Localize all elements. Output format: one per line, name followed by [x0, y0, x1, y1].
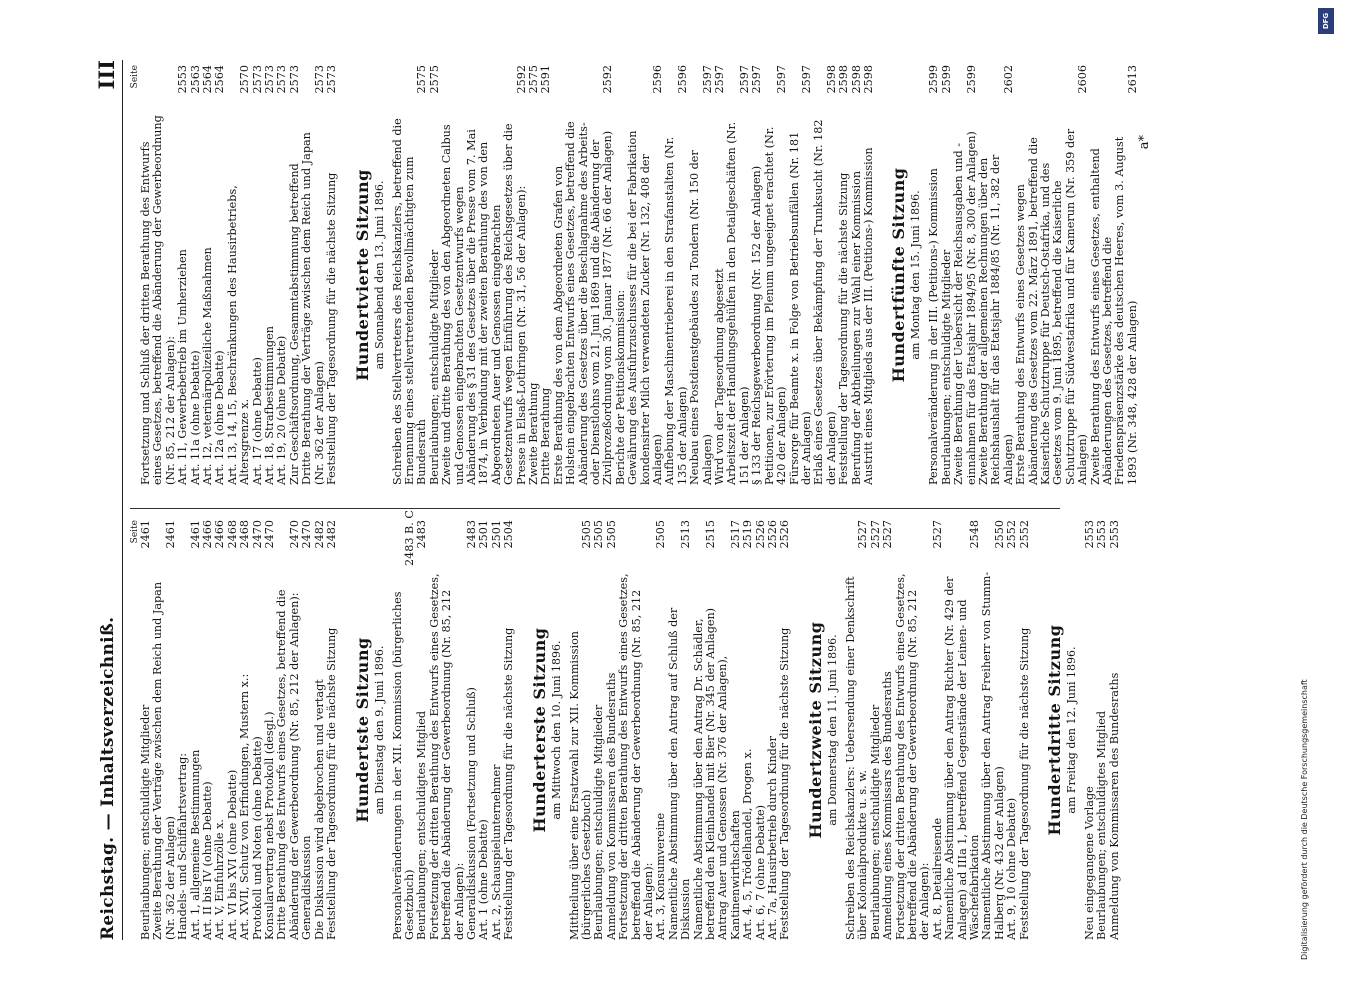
entry-page: 2517	[728, 520, 742, 549]
entry-page: 2596	[651, 65, 665, 94]
entry-page: 2553	[1082, 520, 1096, 549]
toc-entry	[416, 520, 428, 940]
entry-text: Art. 8, Detailreisende	[930, 817, 944, 940]
entry-page: 2564	[201, 65, 215, 94]
toc-entry	[1109, 520, 1121, 940]
toc-entry	[239, 520, 251, 940]
entry-page: 2575	[427, 65, 441, 94]
toc-entry	[177, 520, 189, 940]
entry-text: Fortsetzung der dritten Berathung des Entwurfs eines Gesetzes, betreffend die Abänderung der Gewerbeordnung (Nr. 85, 212 der Anlagen):	[617, 573, 655, 940]
session-date: am Freitag den 12. Juni 1896.	[1064, 646, 1078, 814]
session-title: Hundertste Sitzung	[352, 637, 372, 823]
entry-page: 2483	[464, 520, 478, 549]
entry-page: 2599	[964, 65, 978, 94]
entry-page: 2573	[275, 65, 289, 94]
entry-page: 2575	[415, 65, 429, 94]
entry-text: Personalveränderung in der III. (Petitions-) Kommission	[927, 168, 941, 485]
left-intro-entries	[140, 520, 339, 940]
entry-text: Zweite Berathung der allgemeinen Rechnungen über den Reichshaushalt für das Etatsjahr 1884/85 (Nr. 11, 382 der Anlagen)	[976, 154, 1015, 485]
session-heading	[353, 520, 387, 940]
entry-page: 2470	[300, 520, 314, 549]
entry-text: Dritte Berathung der Verträge zwischen dem Reich und Japan (Nr. 362 der Anlagen)	[300, 132, 326, 485]
entry-text: Anmeldung von Kommissaren des Bundesraths	[604, 672, 618, 940]
entry-text: Art. 11, Gewerbebetrieb im Umherziehen	[176, 249, 190, 485]
session-heading	[353, 65, 387, 485]
entry-text: Beurlaubungen; entschuldigtes Mitglied	[1095, 711, 1109, 940]
entry-text: Zur Geschäftsordnung, Gesammtabstimmung betreffend	[287, 163, 301, 485]
entry-text: Berichte der Petitionskommission:	[613, 289, 627, 485]
entry-page: 2563	[188, 65, 202, 94]
entry-page: 2573	[312, 65, 326, 94]
entry-page: 2598	[837, 65, 851, 94]
entry-page: 2553	[1107, 520, 1121, 549]
toc-entry	[152, 520, 177, 940]
toc-entry	[326, 520, 338, 940]
entry-page: 2598	[849, 65, 863, 94]
entry-text: Art. 4, 5, Trödelhandel, Drogen x.	[741, 748, 755, 940]
session-date: am Sonnabend den 13. Juni 1896.	[372, 180, 386, 370]
session-date: am Dienstag den 9. Juni 1896.	[372, 645, 386, 815]
page-number: III	[94, 60, 119, 90]
page-header	[92, 60, 123, 940]
toc-entry	[953, 65, 978, 485]
toc-entry	[227, 65, 252, 485]
entry-text: Beurlaubungen; entschuldigte Mitglieder	[939, 249, 953, 485]
toc-entry	[326, 65, 338, 485]
entry-text: Berufung der Abtheilungen zur Wahl einer Kommission	[849, 170, 863, 485]
toc-entry	[668, 520, 693, 940]
entry-text: Petitionen, zur Erörterung im Plenum ungeeignet erachtet (Nr. 420 der Anlagen)	[762, 126, 789, 485]
toc-entry	[441, 65, 528, 485]
entry-text: Beurlaubungen; entschuldigte Mitglieder	[868, 704, 882, 940]
entry-text: Art. V, Einfuhrzölle x.	[213, 819, 227, 940]
entry-text: Zweite Berathung der Verträge zwischen dem Reich und Japan (Nr. 362 der Anlagen)	[151, 581, 177, 940]
entry-text: Wird von der Tagesordnung abgesetzt	[713, 268, 727, 485]
toc-entry	[813, 65, 838, 485]
entry-text: Feststellung der Tagesordnung für die nächste Sitzung	[778, 627, 792, 940]
entry-text: Fürsorge für Beamte x. in Folge von Betriebsunfällen (Nr. 181 der Anlagen)	[787, 131, 813, 485]
entry-page: 2573	[325, 65, 339, 94]
session-title: Hundertzweite Sitzung	[805, 621, 825, 839]
entry-page: 2526	[766, 520, 780, 549]
entry-page: 2596	[675, 65, 689, 94]
entry-text: Generaldiskussion (Fortsetzung und Schluß)	[464, 687, 478, 940]
entry-text: Namentliche Abstimmung über den Antrag Dr. Schädler, betreffend den Kleinhandel mit Bier (Nr. 345 der Anlagen)	[691, 607, 718, 940]
entry-page: 2597	[713, 65, 727, 94]
toc-entry	[1090, 65, 1140, 485]
toc-entry	[845, 520, 870, 940]
entry-text: Beurlaubungen; entschuldigte Mitglieder	[427, 249, 441, 485]
entry-page: 2466	[213, 520, 227, 549]
entry-text: Mittheilung über eine Ersatzwahl zur XII. Kommission (bürgerliches Gesetzbuch)	[567, 630, 593, 940]
entry-page: 2482	[312, 520, 326, 549]
entry-page: 2505	[654, 520, 668, 549]
entry-page: 2591	[539, 65, 553, 94]
entry-page: 2606	[1076, 65, 1090, 94]
entry-page: 2598	[861, 65, 875, 94]
toc-entry	[214, 520, 226, 940]
entry-page: 2597	[799, 65, 813, 94]
entry-text: Neubau eines Postdienstgebäudes zu Tondern (Nr. 150 der Anlagen)	[688, 150, 714, 485]
entry-page: 2483 B. C	[402, 510, 416, 566]
session-heading	[806, 520, 840, 940]
entry-page: 2602	[1001, 65, 1015, 94]
toc-entry	[1015, 65, 1089, 485]
digitization-footer: Digitalisierung gefördert durch die Deutsche Forschungsgemeinschaft	[1300, 679, 1309, 960]
entry-text: Feststellung der Tagesordnung für die nächste Sitzung	[325, 172, 339, 485]
entry-text: Handels- und Schiffahrtsvertrag:	[176, 752, 190, 940]
entry-page: 2552	[1017, 520, 1031, 549]
session-heading	[1045, 520, 1079, 940]
entry-text: Feststellung der Tagesordnung für die nächste Sitzung	[325, 627, 339, 940]
toc-entry	[214, 65, 226, 485]
entry-page: 2598	[824, 65, 838, 94]
toc-entry	[140, 65, 177, 485]
toc-entry	[693, 520, 718, 940]
entry-text: Art. 12, veterinärpolizeiliche Maßnahmen	[201, 247, 215, 485]
entry-page: 2573	[250, 65, 264, 94]
toc-entry	[627, 65, 664, 485]
entry-text: Dritte Berathung	[539, 387, 553, 485]
entry-text: Protokoll und Noten (ohne Debatte)	[250, 736, 264, 940]
session-title: Hunderterste Sitzung	[529, 627, 549, 833]
entry-text: Zweite und dritte Berathung des von den Abgeordneten Calbus und Genossen eingebrachten Gesetzentwurfs wegen Abänderung des § 31 des Gesetzes über die Presse vom 7. Mai 1874, in Verbindung mit der zweiten Berathung des von den Abgeordneten Auer und Genossen eingebrachten Gesetzentwurfs wegen Einführung des Reichsgesetzes über die Presse in Elsaß-Lothringen (Nr. 31, 56 der Anlagen):	[440, 123, 528, 485]
entry-page: 2597	[750, 65, 764, 94]
toc-entry	[301, 65, 326, 485]
entry-text: Schreiben des Stellvertreters des Reichskanzlers, betreffend die Ernennung eines stellvertretenden Bevollmächtigten zum Bundesrath	[390, 118, 429, 485]
entry-page: 2501	[489, 520, 503, 549]
toc-entry	[978, 65, 1015, 485]
entry-text: Art. 1, allgemeine Bestimmungen	[188, 749, 202, 940]
entry-page: 2513	[679, 520, 693, 549]
right-sessions	[353, 65, 1140, 485]
entry-text: Art. 6, 7 (ohne Debatte)	[753, 804, 767, 940]
signature-mark: a*	[1137, 135, 1153, 150]
entry-text: Antrag Auer und Genossen (Nr. 376 der Anlagen), Kantinenwirthschaften	[716, 655, 742, 940]
entry-page: 2553	[1095, 520, 1109, 549]
entry-text: Art. 9, 10 (ohne Debatte)	[1005, 797, 1019, 940]
toc-entry	[895, 520, 932, 940]
entry-text: Zweite Berathung des Entwurfs eines Gesetzes, enthaltend Abänderungen des Gesetzes, betreffend die Friedenspräsenzstärke des deutschen Heeres, vom 3. August 1893 (Nr. 348, 428 der Anlagen)	[1088, 136, 1139, 485]
entry-page: 2470	[263, 520, 277, 549]
toc-entry	[276, 520, 301, 940]
entry-text: Art. XVII, Schutz von Erfindungen, Mustern x.:	[238, 673, 252, 940]
entry-text: Erste Berathung des von dem Abgeordneten Grafen von Holstein eingebrachten Entwurfs eines Gesetzes, betreffend die Abänderung des Gesetzes über die Beschlagnahme des Arbeits- oder Dienstlohns vom 21. Juni 1869 und die Abänderung der Zivilprozeßordnung vom 30. Januar 1877 (Nr. 66 der Anlagen)	[551, 121, 615, 485]
toc-entry	[478, 520, 490, 940]
toc-entry	[276, 65, 288, 485]
dfg-logo	[1318, 8, 1334, 34]
entry-text: Erlaß eines Gesetzes über Bekämpfung der Trunksucht (Nr. 182 der Anlagen)	[812, 119, 838, 485]
toc-entry	[751, 65, 763, 485]
left-column	[130, 510, 1121, 940]
toc-entry	[779, 520, 791, 940]
entry-text: Fortsetzung der dritten Berathung des Entwurfs eines Gesetzes, betreffend die Abänderung der Gewerbeordnung (Nr. 85, 212 der Anlagen):	[893, 573, 932, 940]
entry-text: Personalveränderungen in der XII. Kommission (bürgerliches Gesetzbuch)	[390, 591, 416, 940]
entry-page: 2527	[930, 520, 944, 549]
toc-entry	[664, 65, 689, 485]
entry-page: 2505	[604, 520, 618, 549]
entry-text: Austritt eines Mitglieds aus der III. (Petitions-) Kommission	[861, 147, 875, 485]
entry-page: 2505	[592, 520, 606, 549]
entry-page: 2597	[775, 65, 789, 94]
toc-entry	[540, 65, 552, 485]
entry-page: 2527	[868, 520, 882, 549]
entry-text: Namentliche Abstimmung über den Antrag Freiherr von Stumm-Halberg (Nr. 432 der Anlagen)	[980, 571, 1006, 940]
entry-text: Art. 2, Schauspielunternehmer	[489, 764, 503, 940]
entry-text: Konsularvertrag nebst Protokoll (desgl.)	[263, 711, 277, 940]
left-sessions	[352, 510, 1122, 940]
entry-page: 2599	[939, 65, 953, 94]
entry-text: Die Diskussion wird abgebrochen und vertagt	[312, 679, 326, 940]
entry-text: Art. II bis IV (ohne Debatte)	[201, 781, 215, 940]
toc-entry	[882, 520, 894, 940]
entry-page: 2597	[737, 65, 751, 94]
toc-entry	[390, 510, 417, 940]
entry-page: 2527	[881, 520, 895, 549]
entry-text: Arbeitszeit der Handlungsgehülfen in den Detailgeschäften (Nr. 151 der Anlagen)	[725, 121, 751, 485]
toc-entry	[1006, 520, 1018, 940]
entry-page: 2526	[753, 520, 767, 549]
entry-page: 2564	[213, 65, 227, 94]
entry-page: 2504	[502, 520, 516, 549]
toc-entry	[553, 65, 615, 485]
toc-entry	[392, 65, 429, 485]
entry-text: Aufhebung der Maschinentrieberei in den Strafanstalten (Nr. 135 der Anlagen)	[663, 136, 689, 485]
entry-text: Schreiben des Reichskanzlers: Uebersendung einer Denkschrift über Kolonialprodukte u. s. w.	[843, 576, 870, 940]
entry-text: Fortsetzung der dritten Berathung des Entwurfs eines Gesetzes, betreffend die Abänderung der Gewerbeordnung (Nr. 85, 212 der Anlagen):	[427, 573, 466, 940]
session-title: Hundertdritte Sitzung	[1044, 624, 1064, 836]
entry-page: 2599	[927, 65, 941, 94]
entry-page: 2466	[201, 520, 215, 549]
entry-page: 2461	[139, 520, 152, 549]
seite-label: Seite	[130, 65, 140, 89]
entry-text: Art. 3, Konsumvereine	[654, 812, 668, 940]
toc-entry	[726, 65, 751, 485]
toc-entry	[1019, 520, 1031, 940]
entry-page: 2570	[238, 65, 252, 94]
entry-text: Feststellung der Tagesordnung für die nächste Sitzung	[1017, 627, 1031, 940]
entry-text: Art. 18, Strafbestimmungen	[263, 326, 277, 485]
entry-text: Anmeldung von Kommissaren des Bundesraths	[1107, 672, 1121, 940]
toc-entry	[717, 520, 742, 940]
entry-page: 2553	[176, 65, 190, 94]
session-heading	[889, 65, 923, 485]
entry-text: Dritte Berathung des Entwurfs eines Gesetzes, betreffend die Abänderung der Gewerbeordnung (Nr. 85, 212 der Anlagen):	[275, 589, 301, 940]
toc-entry	[764, 65, 789, 485]
entry-text: Zweite Berathung der Uebersicht der Reichsausgaben und -einnahmen für das Etatsjahr 1894/95 (Nr. 8, 300 der Anlagen)	[952, 131, 978, 485]
session-date: am Donnerstag den 11. Juni 1896.	[825, 634, 839, 826]
toc-entry	[177, 65, 189, 485]
entry-text: Art. 7a, Hausirbetrieb durch Kinder	[766, 736, 780, 940]
scanned-page	[80, 0, 1153, 1000]
toc-entry	[569, 520, 594, 940]
entry-text: Art. 12a (ohne Debatte)	[213, 350, 227, 485]
entry-page: 2482	[325, 520, 339, 549]
seite-label: Seite	[130, 520, 140, 544]
entry-page: 2526	[778, 520, 792, 549]
entry-page: 2573	[287, 65, 301, 94]
entry-page: 2505	[579, 520, 593, 549]
entry-text: Feststellung der Tagesordnung für die nächste Sitzung	[502, 627, 516, 940]
column-divider	[130, 508, 1060, 509]
entry-text: Art. 1 (ohne Debatte)	[477, 819, 491, 940]
entry-page: 2461	[188, 520, 202, 549]
entry-page: 2515	[704, 520, 718, 549]
toc-entry	[655, 520, 667, 940]
entry-text: Namentliche Abstimmung über den Antrag auf Schluß der Diskussion	[666, 607, 693, 940]
entry-text: Feststellung der Tagesordnung für die nächste Sitzung	[837, 172, 851, 485]
entry-text: Beurlaubungen; entschuldigtes Mitglied	[415, 711, 429, 940]
entry-page: 2468	[225, 520, 239, 549]
entry-page: 2470	[250, 520, 264, 549]
entry-page: 2483	[415, 520, 429, 549]
entry-text: Generaldiskussion	[300, 835, 314, 940]
right-intro-entries	[140, 65, 339, 485]
entry-page: 2527	[856, 520, 870, 549]
entry-text: Art. 13, 14, 15, Beschränkungen des Hausirbetriebs, Altersgrenze x.	[225, 185, 252, 485]
entry-page: 2575	[526, 65, 540, 94]
toc-entry	[742, 520, 754, 940]
entry-text: Art. 19, 20 (ohne Debatte)	[275, 335, 289, 485]
entry-page: 2592	[601, 65, 615, 94]
entry-text: Zweite Berathung	[526, 382, 540, 485]
entry-page: 2573	[263, 65, 277, 94]
entry-text: Gewährung des Ausfuhrzuschusses für die bei der Fabrikation kondensirter Milch verwendeten Zucker (Nr. 132, 408 der Anlagen)	[626, 130, 665, 485]
session-title: Hundertvierte Sitzung	[352, 169, 372, 381]
entry-text: Art. 17 (ohne Debatte)	[250, 357, 264, 485]
toc-entry	[981, 520, 1006, 940]
session-title: Hundertfünfte Sitzung	[889, 167, 909, 383]
entry-page: 2613	[1125, 65, 1139, 94]
session-date: am Montag den 15. Juni 1896.	[909, 190, 923, 360]
toc-entry	[838, 65, 850, 485]
toc-entry	[689, 65, 714, 485]
rotated-page-content	[80, 0, 1153, 1000]
entry-text: Anmeldung eines Kommissars des Bundesraths	[881, 671, 895, 940]
toc-entry	[503, 520, 515, 940]
toc-entry	[789, 65, 814, 485]
entry-page: 2501	[477, 520, 491, 549]
entry-page: 2519	[741, 520, 755, 549]
toc-entry	[429, 520, 466, 940]
entry-text: Neu eingegangene Vorlage	[1082, 786, 1096, 940]
toc-entry	[301, 520, 313, 940]
entry-text: Namentliche Abstimmung über den Antrag Richter (Nr. 429 der Anlagen) ad IIIa 1, betreffend Gegenstände der Leinen- und Wäschefabrikation	[943, 576, 981, 940]
dfg-logo-text: DFG	[1322, 12, 1330, 30]
entry-text: Beurlaubungen; entschuldigte Mitglieder	[139, 704, 152, 940]
running-title: Reichstag. — Inhaltsverzeichniß.	[98, 616, 118, 940]
toc-entry	[1096, 520, 1108, 940]
entry-page: 2461	[163, 520, 177, 549]
entry-page: 2470	[287, 520, 301, 549]
toc-entry	[593, 520, 605, 940]
entry-text: Art. VI bis XVI (ohne Debatte)	[225, 769, 239, 940]
entry-page: 2597	[700, 65, 714, 94]
entry-text: § 133 der Reichsgewerbeordnung (Nr. 152 der Anlagen)	[750, 165, 764, 485]
toc-entry	[928, 65, 940, 485]
entry-text: Beurlaubungen; entschuldigte Mitglieder	[592, 704, 606, 940]
right-column	[130, 65, 1153, 485]
toc-entry	[863, 65, 875, 485]
toc-entry	[618, 520, 655, 940]
toc-entry	[944, 520, 981, 940]
entry-text: Art. 11a (ohne Debatte)	[188, 350, 202, 485]
entry-page: 2550	[992, 520, 1006, 549]
entry-page: 2548	[967, 520, 981, 549]
entry-page: 2592	[514, 65, 528, 94]
entry-text: Fortsetzung und Schluß der dritten Berathung des Entwurfs eines Gesetzes, betreffend die Abänderung der Gewerbeordnung (Nr. 85, 212 der Anlagen):	[139, 115, 177, 485]
session-date: am Mittwoch den 10. Juni 1896.	[549, 640, 563, 820]
entry-text: Erste Berathung des Entwurfs eines Gesetzes wegen Abänderung des Gesetzes vom 22. März 1891, betreffend die Kaiserliche Schutztruppe für Deutsch-Ostafrika, und des Gesetzes vom 9. Juni 1895, betreffend die Kaiserliche Schutztruppe für Südwestafrika und für Kamerun (Nr. 359 der Anlagen)	[1014, 128, 1090, 485]
entry-page: 2468	[238, 520, 252, 549]
entry-page: 2552	[1005, 520, 1019, 549]
session-heading	[530, 520, 564, 940]
